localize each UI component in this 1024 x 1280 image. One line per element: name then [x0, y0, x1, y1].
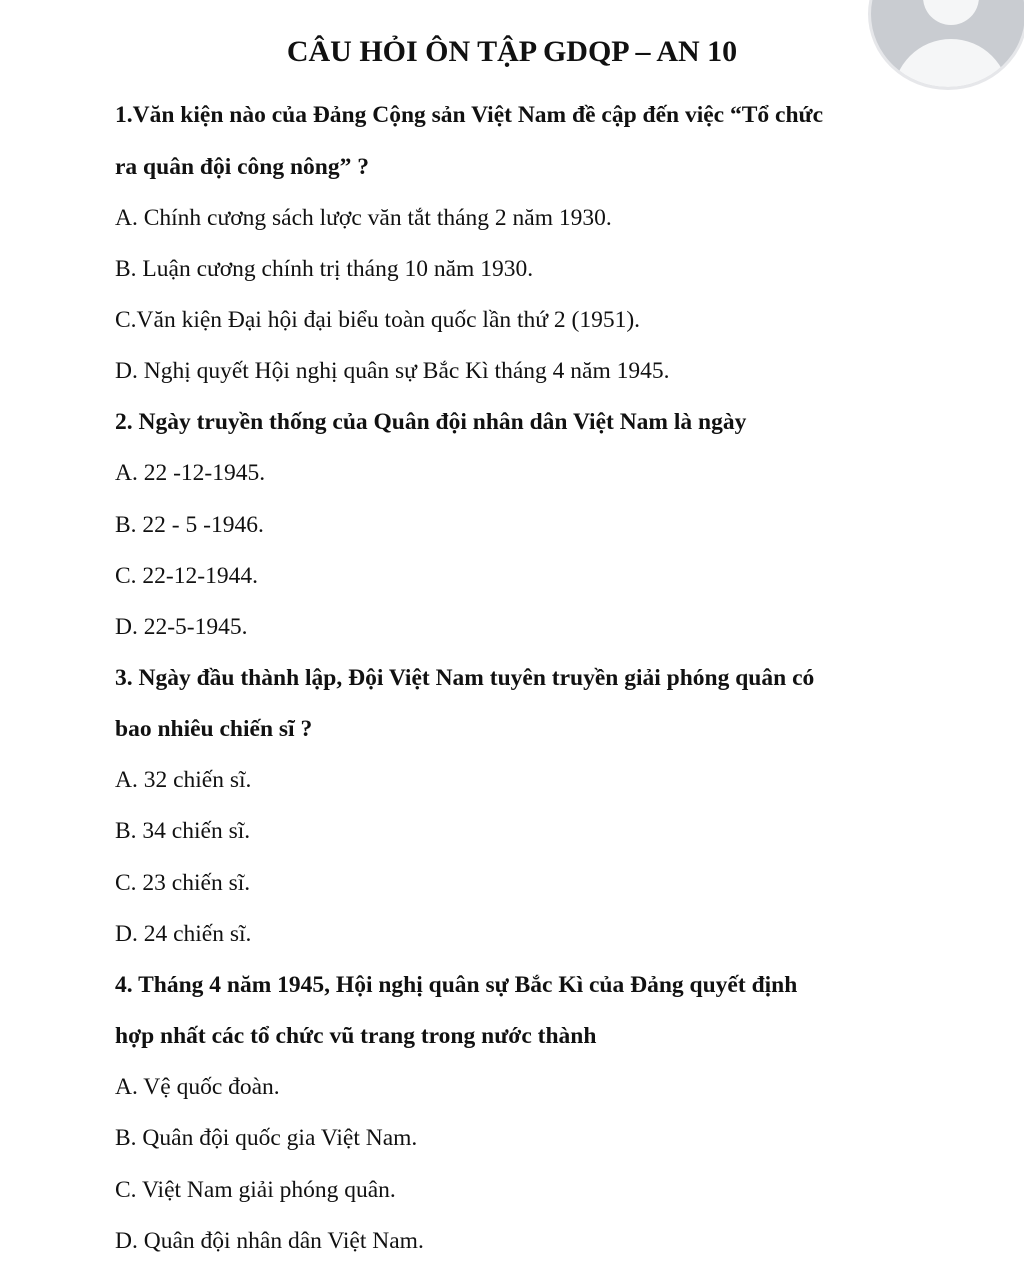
avatar-head-shape: [923, 0, 979, 25]
question-3-option-a: A. 32 chiến sĩ.: [115, 767, 252, 793]
question-1-option-d: D. Nghị quyết Hội nghị quân sự Bắc Kì tháng 4 năm 1945.: [115, 358, 670, 384]
question-1-text-line-2: ra quân đội công nông” ?: [115, 154, 370, 180]
question-2-option-b: B. 22 - 5 -1946.: [115, 512, 264, 538]
question-1-option-a: A. Chính cương sách lược văn tắt tháng 2 năm 1930.: [115, 205, 612, 231]
question-4-option-d: D. Quân đội nhân dân Việt Nam.: [115, 1228, 424, 1254]
question-3-option-d: D. 24 chiến sĩ.: [115, 921, 252, 947]
document-title: CÂU HỎI ÔN TẬP GDQP – AN 10: [286, 35, 738, 68]
question-2-option-c: C. 22-12-1944.: [115, 563, 258, 589]
question-2-option-d: D. 22-5-1945.: [115, 614, 248, 640]
question-2-text-line-1: 2. Ngày truyền thống của Quân đội nhân dân Việt Nam là ngày: [115, 409, 747, 435]
question-4-option-c: C. Việt Nam giải phóng quân.: [115, 1177, 396, 1203]
question-1-option-c: C.Văn kiện Đại hội đại biểu toàn quốc lần thứ 2 (1951).: [115, 307, 641, 333]
question-1-option-b: B. Luận cương chính trị tháng 10 năm 1930.: [115, 256, 534, 282]
question-3-option-c: C. 23 chiến sĩ.: [115, 870, 251, 896]
question-3-option-b: B. 34 chiến sĩ.: [115, 818, 251, 844]
question-3-text-line-1: 3. Ngày đầu thành lập, Đội Việt Nam tuyên truyền giải phóng quân có: [115, 665, 815, 691]
question-4-text-line-2: hợp nhất các tổ chức vũ trang trong nước thành: [115, 1023, 597, 1049]
question-4-option-a: A. Vệ quốc đoàn.: [115, 1074, 280, 1100]
question-2-option-a: A. 22 -12-1945.: [115, 460, 266, 486]
question-4-option-b: B. Quân đội quốc gia Việt Nam.: [115, 1125, 418, 1151]
question-3-text-line-2: bao nhiêu chiến sĩ ?: [115, 716, 313, 742]
question-4-text-line-1: 4. Tháng 4 năm 1945, Hội nghị quân sự Bắc Kì của Đảng quyết định: [115, 972, 798, 998]
question-1-text-line-1: 1.Văn kiện nào của Đảng Cộng sản Việt Nam đề cập đến việc “Tổ chức: [115, 102, 824, 128]
